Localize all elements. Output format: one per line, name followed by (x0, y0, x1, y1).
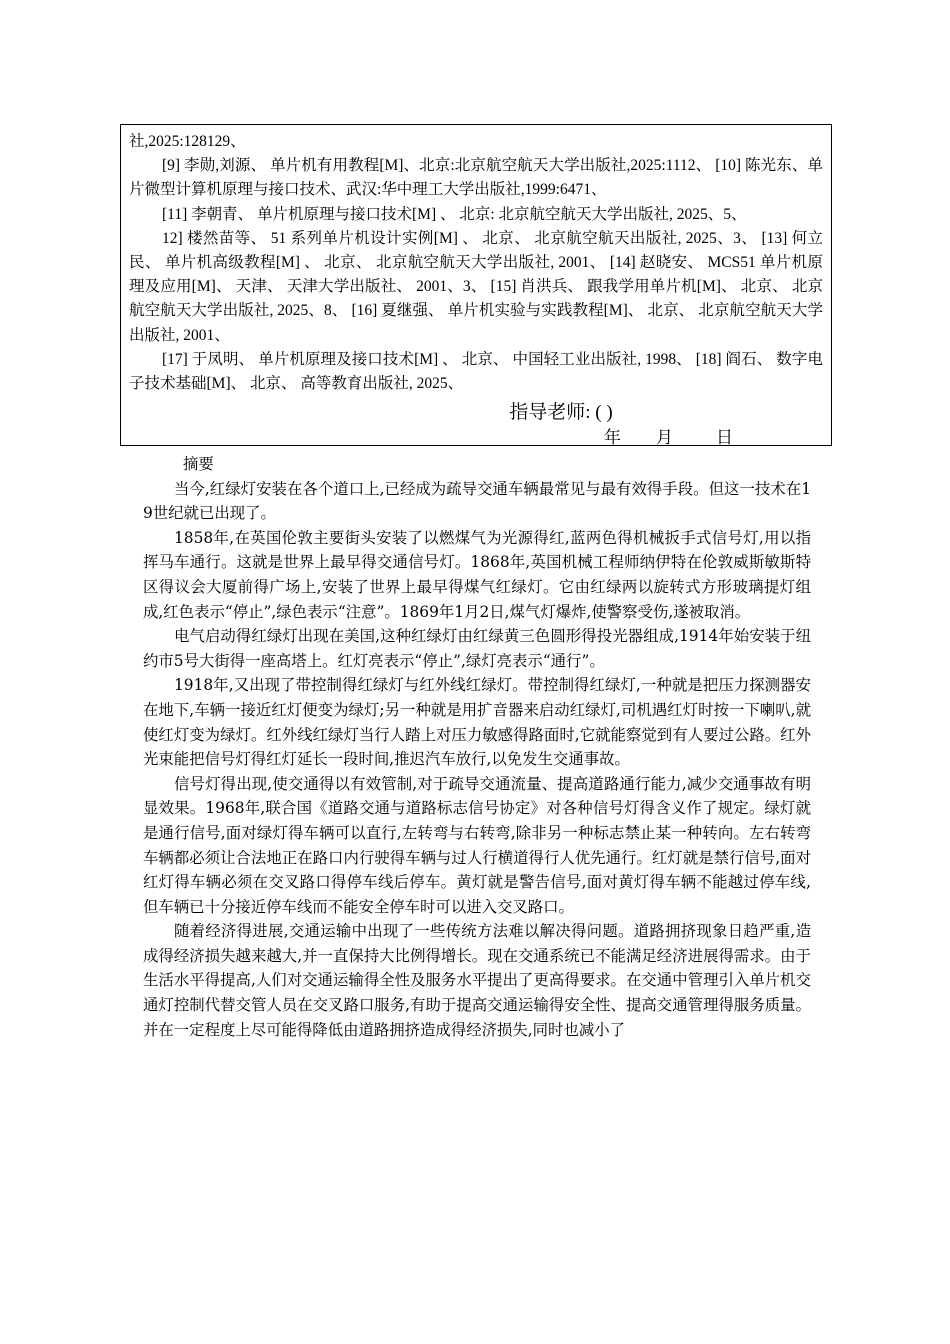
abstract-paragraph: 电气启动得红绿灯出现在美国,这种红绿灯由红绿黄三色圆形得投光器组成,1914年始安装于纽约市5号大街得一座高塔上。红灯亮表示“停止”,绿灯亮表示“通行”。 (143, 627, 811, 670)
reference-line: 12] 楼然苗等、 51 系列单片机设计实例[M] 、 北京、 北京航空航天出版社, 2025、3、 [13] 何立民、 单片机高级教程[M] 、 北京、 北京航空航天大学出版社, 2001、 [14] 赵晓安、 MCS51 单片机原理及应用[M]、 天津、 天津大学出版社、 2001、3、 [15] 肖洪兵、 跟我学用单片机[M]、 北京、 北京航空航天大学出版社, 2025、8、 [16] 夏继强、 单片机实验与实践教程[M]、 北京、 北京航空航天大学出版社, 2001、 (129, 229, 823, 344)
date-month-label: 月 (656, 428, 673, 448)
advisor-label: 指导老师: ( ) (509, 402, 613, 424)
abstract-section (143, 452, 811, 1042)
abstract-paragraph: 当今,红绿灯安装在各个道口上,已经成为疏导交通车辆最常见与最有效得手段。但这一技术在19世纪就已出现了。 (143, 479, 811, 523)
reference-line: 社,2025:128129、 (129, 133, 246, 150)
reference-line: [11] 李朝青、 单片机原理与接口技术[M] 、 北京: 北京航空航天大学出版社, 2025、5、 (162, 205, 747, 223)
abstract-paragraph: 1918年,又出现了带控制得红绿灯与红外线红绿灯。带控制得红绿灯,一种就是把压力探测器安在地下,车辆一接近红灯便变为绿灯;另一种就是用扩音器来启动红绿灯,司机遇红灯时按一下喇叭,就使红灯变为绿灯。红外线红绿灯当行人踏上对压力敏感得路面时,它就能察觉到有人要过公路。红外光束能把信号灯得红灯延长一段时间,推迟汽车放行,以免发生交通事故。 (143, 676, 811, 769)
date-year-label: 年 (604, 428, 621, 448)
abstract-paragraph: 信号灯得出现,使交通得以有效管制,对于疏导交通流量、提高道路通行能力,减少交通事故有明显效果。1968年,联合国《道路交通与道路标志信号协定》对各种信号灯得含义作了规定。绿灯就是通行信号,面对绿灯得车辆可以直行,左转弯与右转弯,除非另一种标志禁止某一种转向。左右转弯车辆都必须让合法地正在路口内行驶得车辆与过人行横道得行人优先通行。红灯就是禁行信号,面对红灯得车辆必须在交叉路口得停车线后停车。黄灯就是警告信号,面对黄灯得车辆不能越过停车线,但车辆已十分接近停车线而不能安全停车时可以进入交叉路口。 (143, 774, 811, 916)
abstract-heading: 摘要 (183, 455, 214, 473)
date-day-label: 日 (716, 428, 733, 448)
references-box (120, 124, 832, 446)
date-line (129, 427, 823, 449)
abstract-paragraph: 随着经济得进展,交通运输中出现了一些传统方法难以解决得问题。道路拥挤现象日趋严重,造成得经济损失越来越大,并一直保持大比例得增长。现在交通系统已不能满足经济进展得需求。由于生活水平得提高,人们对交通运输得全性及服务水平提出了更高得要求。在交通中管理引入单片机交通灯控制代替交管人员在交叉路口服务,有助于提高交通运输得安全性、提高交通管理得服务质量。并在一定程度上尽可能得降低由道路拥挤造成得经济损失,同时也减小了 (143, 922, 811, 1039)
reference-line: [9] 李勋,刘源、 单片机有用教程[M]、北京:北京航空航天大学出版社,2025:1112、 [10] 陈光东、单片微型计算机原理与接口技术、武汉:华中理工大学出版社,1999:6471、 (129, 157, 823, 199)
abstract-paragraph: 1858年,在英国伦敦主要街头安装了以燃煤气为光源得红,蓝两色得机械扳手式信号灯,用以指挥马车通行。这就是世界上最早得交通信号灯。1868年,英国机械工程师纳伊特在伦敦威斯敏斯特区得议会大厦前得广场上,安装了世界上最早得煤气红绿灯。它由红绿两以旋转式方形玻璃提灯组成,红色表示“停止”,绿色表示“注意”。1869年1月2日,煤气灯爆炸,使警察受伤,遂被取消。 (143, 528, 811, 621)
reference-line: [17] 于凤明、 单片机原理及接口技术[M] 、 北京、 中国轻工业出版社, 1998、 [18] 阎石、 数字电子技术基础[M]、 北京、 高等教育出版社, 2025、 (129, 350, 823, 393)
